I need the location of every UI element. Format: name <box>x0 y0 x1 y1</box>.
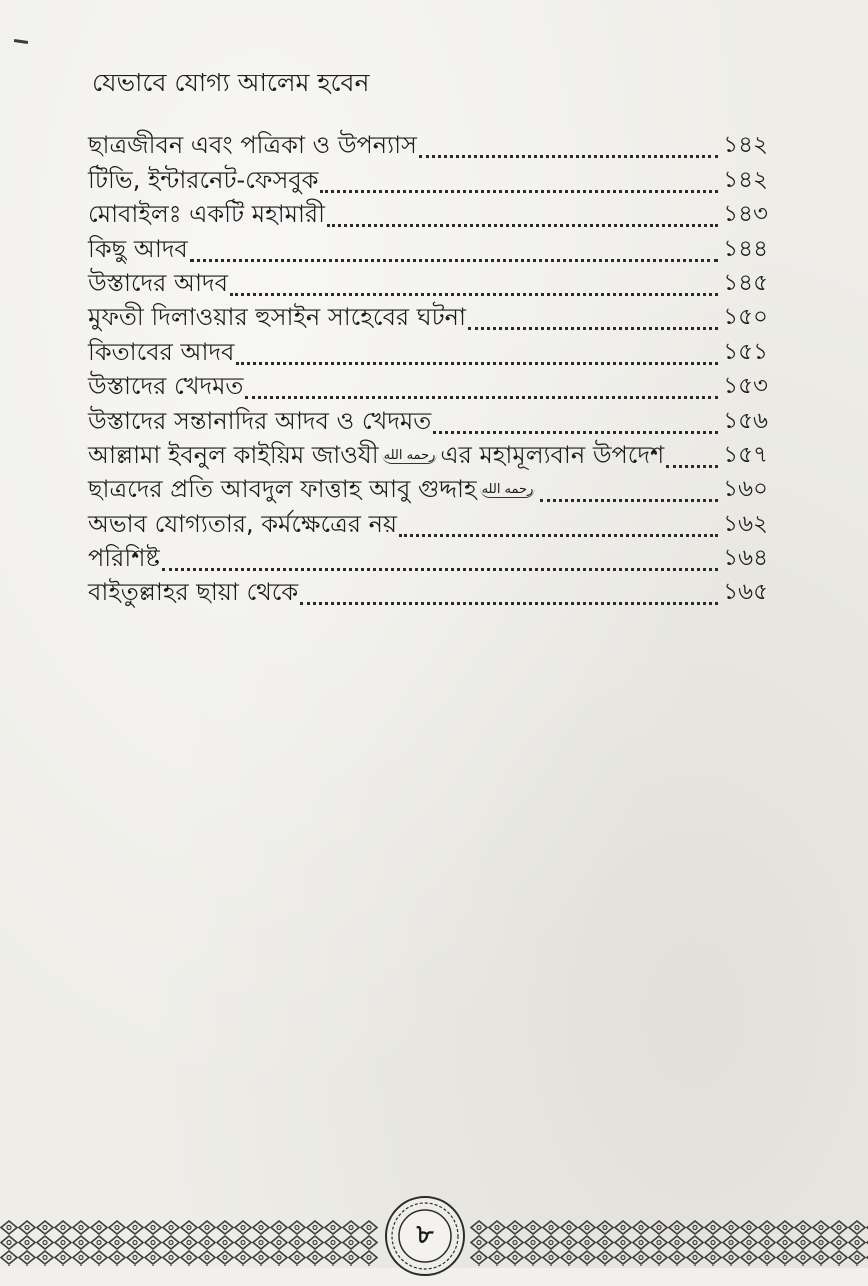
dot-leader <box>190 259 718 262</box>
toc-entry-page: ১৪৩ <box>723 201 768 228</box>
toc-entry-title: ছাত্রজীবন এবং পত্রিকা ও উপন্যাস <box>88 131 417 160</box>
toc-entry-title: উস্তাদের আদব <box>88 268 228 297</box>
page-number: ৮ <box>416 1220 434 1250</box>
table-of-contents <box>88 128 768 609</box>
toc-entry[interactable] <box>88 162 768 196</box>
toc-entry-title: অভাব যোগ্যতার, কর্মক্ষেত্রের নয় <box>88 509 398 538</box>
dot-leader <box>236 362 718 365</box>
dot-leader <box>468 327 718 330</box>
dot-leader <box>162 568 718 571</box>
toc-entry-page: ১৪৪ <box>723 235 768 262</box>
ornamental-border-left <box>0 1220 378 1266</box>
toc-entry-page: ১৬২ <box>723 510 768 537</box>
toc-entry-title: কিছু আদব <box>88 234 188 263</box>
toc-entry-page: ১৬৪ <box>723 545 768 572</box>
toc-entry-title: উস্তাদের খেদমত <box>88 372 244 401</box>
dot-leader <box>245 396 718 399</box>
toc-entry-page: ১৪২ <box>723 132 768 159</box>
toc-entry-page: ১৫৭ <box>723 441 768 468</box>
toc-entry[interactable] <box>88 472 768 506</box>
toc-entry[interactable] <box>88 266 768 300</box>
toc-entry-page: ১৫০ <box>723 304 768 331</box>
toc-entry[interactable] <box>88 506 768 540</box>
honorific-ligature: رحمه الله <box>481 482 534 498</box>
toc-entry-page: ১৪২ <box>723 166 768 193</box>
toc-entry-page: ১৪৫ <box>723 269 768 296</box>
toc-entry-page: ১৫৬ <box>723 407 768 434</box>
ornamental-border-right <box>470 1220 868 1266</box>
toc-entry[interactable] <box>88 128 768 162</box>
dot-leader <box>666 465 718 468</box>
toc-entry-title: উস্তাদের সন্তানাদির আদব ও খেদমত <box>88 406 432 435</box>
toc-entry-page: ১৬০ <box>723 476 768 503</box>
toc-entry-title: মোবাইলঃ একটি মহামারী <box>88 200 326 229</box>
scan-mark <box>14 39 28 44</box>
toc-entry-title: পরিশিষ্ট <box>88 544 160 573</box>
toc-entry-title-part: আল্লামা ইবনুল কাইয়িম জাওযী <box>88 440 379 469</box>
toc-entry-page: ১৫৩ <box>723 373 768 400</box>
toc-entry-page: ১৫১ <box>723 338 768 365</box>
toc-entry-title: বাইতুল্লাহর ছায়া থেকে <box>88 578 299 607</box>
dot-leader <box>230 293 718 296</box>
dot-leader <box>419 155 718 158</box>
toc-entry-title-part: এর মহামূল্যবান উপদেশ <box>440 440 665 469</box>
toc-entry[interactable] <box>88 575 768 609</box>
toc-entry[interactable] <box>88 231 768 265</box>
dot-leader <box>320 190 718 193</box>
toc-entry-title-part: ছাত্রদের প্রতি আবদুল ফাত্তাহ আবু গুদ্দাহ <box>88 475 477 504</box>
toc-entry-title <box>88 440 664 472</box>
toc-entry[interactable] <box>88 197 768 231</box>
toc-entry-title: কিতাবের আদব <box>88 337 235 366</box>
dot-leader <box>399 534 718 537</box>
dot-leader <box>300 602 718 605</box>
toc-entry-title <box>88 474 538 506</box>
toc-entry-title: মুফতী দিলাওয়ার হুসাইন সাহেবের ঘটনা <box>88 303 466 332</box>
honorific-ligature: رحمه الله <box>383 447 436 463</box>
running-header-title: যেভাবে যোগ্য আলেম হবেন <box>92 68 370 97</box>
dot-leader <box>433 431 718 434</box>
page-number-medallion <box>382 1196 468 1282</box>
dot-leader <box>540 499 718 502</box>
toc-entry[interactable] <box>88 403 768 437</box>
toc-entry[interactable] <box>88 369 768 403</box>
toc-entry[interactable] <box>88 334 768 368</box>
toc-entry-page: ১৬৫ <box>723 579 768 606</box>
toc-entry[interactable] <box>88 438 768 472</box>
toc-entry[interactable] <box>88 300 768 334</box>
toc-entry[interactable] <box>88 541 768 575</box>
dot-leader <box>327 224 718 227</box>
toc-entry-title: টিভি, ইন্টারনেট-ফেসবুক <box>88 165 319 194</box>
